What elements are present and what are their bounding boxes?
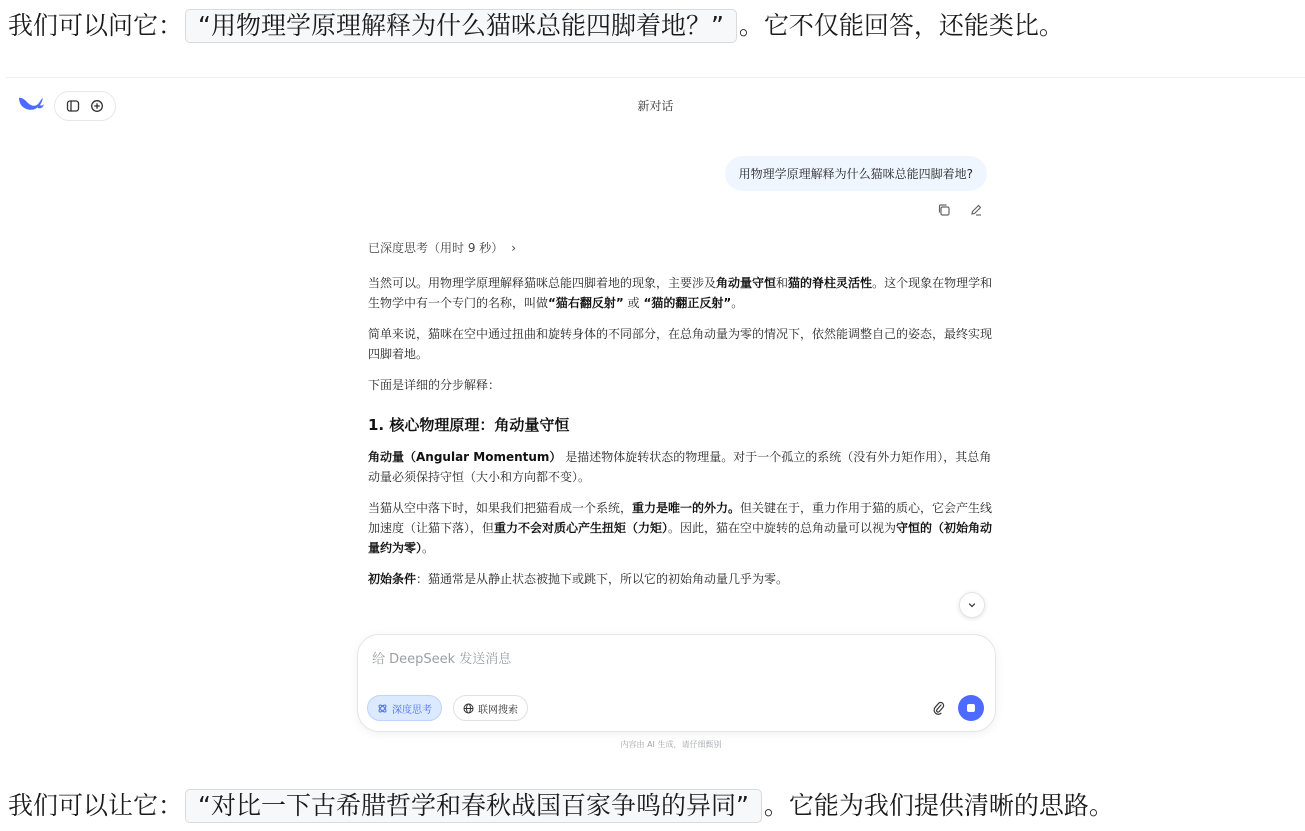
answer-p5-bold-3: 守恒的（初始角动量约为零）	[368, 521, 993, 555]
assistant-answer	[368, 238, 1000, 589]
answer-paragraph-5	[368, 498, 1000, 558]
ai-disclaimer: 内容由 AI 生成，请仔细甄别	[620, 740, 722, 749]
stop-generating-button[interactable]	[958, 695, 984, 721]
caption-bottom-before: 我们可以让它：	[8, 791, 184, 820]
deep-think-label: 已深度思考（用时 9 秒）	[368, 241, 504, 255]
answer-heading-1: 1. 核心物理原理：角动量守恒	[368, 416, 570, 434]
paperclip-icon[interactable]	[930, 699, 948, 717]
user-message-actions	[936, 202, 984, 218]
stop-icon	[967, 704, 975, 712]
answer-p6-text-1: ：猫通常是从静止状态被抛下或跳下，所以它的初始角动量几乎为零。	[416, 572, 789, 586]
caption-bottom	[8, 788, 1114, 824]
edit-icon[interactable]	[968, 202, 984, 218]
answer-p5-text-2: 但关键在于，重力作用于猫的质心，它会产生线加速度（让猫下落），但	[368, 501, 993, 535]
message-input[interactable]	[372, 649, 972, 669]
deep-think-icon	[377, 703, 388, 714]
web-search-button-label: 联网搜索	[478, 704, 518, 716]
answer-p5-text-4: 。	[422, 541, 435, 555]
answer-p5-bold-1: 重力是唯一的外力。	[632, 501, 741, 515]
answer-paragraph-1	[368, 273, 1000, 313]
copy-icon[interactable]	[936, 202, 952, 218]
deep-think-button[interactable]	[367, 695, 442, 721]
deep-think-toggle[interactable]	[368, 238, 516, 258]
answer-paragraph-3: 下面是详细的分步解释：	[368, 378, 501, 392]
chat-title: 新对话	[637, 99, 674, 113]
user-message-bubble: 用物理学原理解释为什么猫咪总能四脚着地?	[725, 156, 987, 191]
answer-p5-text-1: 当猫从空中落下时，如果我们把猫看成一个系统，	[368, 501, 633, 515]
answer-paragraph-4	[368, 447, 1000, 487]
caption-top	[8, 8, 1064, 44]
caption-bottom-quote: “对比一下古希腊哲学和春秋战国百家争鸣的异同”	[185, 789, 762, 823]
web-search-button[interactable]	[453, 695, 528, 721]
scroll-to-bottom-button[interactable]	[959, 592, 985, 618]
caption-bottom-after: 。它能为我们提供清晰的思路。	[763, 791, 1114, 820]
deep-think-button-label: 深度思考	[392, 704, 432, 716]
answer-p1-text-1: 当然可以。用物理学原理解释猫咪总能四脚着地的现象，主要涉及	[368, 276, 717, 290]
caption-top-before: 我们可以问它：	[8, 11, 184, 40]
chevron-right-icon: ›	[511, 241, 517, 255]
caption-top-after: 。它不仅能回答，还能类比。	[738, 11, 1064, 40]
answer-paragraph-6	[368, 569, 1000, 589]
answer-p1-bold-2: 猫的脊柱灵活性	[788, 276, 873, 290]
answer-p1-text-5: 。	[731, 296, 744, 310]
chevron-down-icon	[967, 600, 977, 610]
answer-p1-text-3: 。这个现象在物理学和生物学中有一个专门的名称，叫做	[368, 276, 993, 310]
answer-p1-text-4: 或	[623, 296, 644, 310]
caption-top-quote: “用物理学原理解释为什么猫咪总能四脚着地？”	[185, 9, 737, 43]
answer-p1-bold-1: 角动量守恒	[716, 276, 777, 290]
answer-paragraph-2: 简单来说，猫咪在空中通过扭曲和旋转身体的不同部分，在总角动量为零的情况下，依然能调整自己的姿态，最终实现四脚着地。	[368, 327, 993, 361]
answer-p4-text-1: 是描述物体旋转状态的物理量。对于一个孤立的系统（没有外力矩作用），其总角动量必须保持守恒（大小和方向都不变）。	[368, 450, 992, 484]
globe-icon	[463, 703, 474, 714]
deepseek-chat-window	[6, 77, 1305, 754]
answer-p4-bold-1: 角动量（Angular Momentum）	[368, 450, 562, 464]
answer-p1-text-2: 和	[776, 276, 789, 290]
answer-p1-bold-4: “猫的翻正反射”	[643, 296, 732, 310]
answer-p5-text-3: 。因此，猫在空中旋转的总角动量可以视为	[668, 521, 897, 535]
answer-p5-bold-2: 重力不会对质心产生扭矩（力矩）	[494, 521, 669, 535]
answer-p1-bold-3: “猫右翻反射”	[548, 296, 624, 310]
answer-p6-bold-1: 初始条件	[368, 572, 417, 586]
message-composer	[357, 634, 996, 732]
